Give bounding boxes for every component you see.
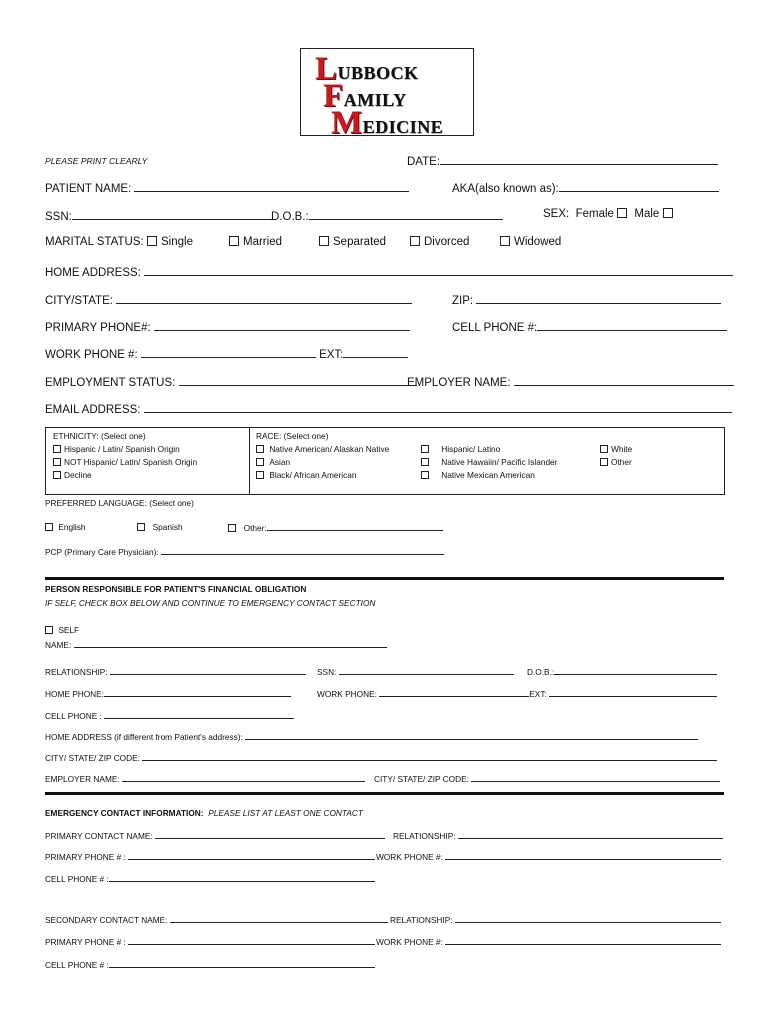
emergency-subtitle: PLEASE LIST AT LEAST ONE CONTACT	[208, 808, 363, 818]
race-native-american-checkbox[interactable]	[256, 445, 264, 453]
primary-contact-phone-label: PRIMARY PHONE # :	[45, 852, 126, 862]
aka-field[interactable]	[452, 180, 719, 195]
employment-status-field[interactable]	[45, 374, 417, 389]
divorced-checkbox[interactable]	[410, 236, 420, 246]
secondary-contact-name-field[interactable]	[45, 914, 388, 925]
emergency-section-rule	[45, 792, 724, 795]
primary-contact-phone-field[interactable]	[45, 851, 375, 862]
secondary-contact-work-phone-label: WORK PHONE #:	[376, 937, 443, 947]
logo-line-3: MEDICINE	[331, 105, 444, 141]
language-english[interactable]: English	[45, 522, 86, 532]
race-option-black[interactable]: Black/ African American	[256, 470, 356, 480]
race-hawaiian-checkbox[interactable]	[421, 458, 429, 466]
patient-name-field[interactable]	[45, 180, 409, 195]
race-option-hispanic-latino[interactable]: Hispanic/ Latino	[421, 444, 500, 454]
city-state-field[interactable]	[45, 292, 412, 307]
married-checkbox[interactable]	[229, 236, 239, 246]
secondary-contact-relationship-label: RELATIONSHIP:	[390, 915, 453, 925]
employer-name-label: EMPLOYER NAME:	[407, 377, 511, 389]
pcp-label: PCP (Primary Care Physician):	[45, 547, 159, 557]
email-label: EMAIL ADDRESS:	[45, 404, 141, 416]
secondary-contact-phone-label: PRIMARY PHONE # :	[45, 937, 126, 947]
secondary-contact-cell-label: CELL PHONE # :	[45, 960, 109, 970]
race-option-other[interactable]: Other	[600, 457, 632, 467]
emergency-title: EMERGENCY CONTACT INFORMATION:	[45, 808, 204, 818]
email-field[interactable]	[45, 401, 732, 416]
marital-separated[interactable]: Separated	[319, 236, 386, 248]
ssn-field[interactable]	[45, 208, 272, 223]
logo-line-2: FAMILY	[323, 78, 407, 114]
primary-phone-field[interactable]	[45, 319, 410, 334]
responsible-employer-city-label: CITY/ STATE/ ZIP CODE:	[374, 774, 469, 784]
sex-male-checkbox[interactable]	[663, 208, 673, 218]
responsible-city-state-zip-label: CITY/ STATE/ ZIP CODE:	[45, 753, 140, 763]
financial-title: PERSON RESPONSIBLE FOR PATIENT'S FINANCIAL OBLIGATION	[45, 584, 307, 594]
widowed-checkbox[interactable]	[500, 236, 510, 246]
primary-contact-work-phone-field[interactable]	[376, 851, 721, 862]
marital-divorced[interactable]: Divorced	[410, 236, 469, 248]
sex-field	[543, 208, 677, 220]
date-field[interactable]	[407, 153, 718, 168]
single-checkbox[interactable]	[147, 236, 157, 246]
demographics-divider	[249, 427, 250, 495]
responsible-dob-label: D.O.B.:	[527, 667, 555, 677]
race-white-checkbox[interactable]	[600, 445, 608, 453]
responsible-work-phone-field[interactable]	[317, 688, 717, 699]
ssn-label: SSN:	[45, 211, 72, 223]
responsible-cell-phone-field[interactable]	[45, 710, 294, 721]
responsible-ssn-field[interactable]	[317, 666, 514, 677]
responsible-employer-city-field[interactable]	[374, 773, 720, 784]
race-option-white[interactable]: White	[600, 444, 632, 454]
secondary-contact-relationship-field[interactable]	[390, 914, 721, 925]
race-mexican-checkbox[interactable]	[421, 471, 429, 479]
zip-label: ZIP:	[452, 295, 474, 307]
separated-checkbox[interactable]	[319, 236, 329, 246]
practice-logo	[300, 48, 474, 141]
language-english-checkbox[interactable]	[45, 523, 53, 531]
dob-label: D.O.B.:	[271, 211, 309, 223]
ethnicity-option-decline[interactable]: Decline	[53, 470, 92, 480]
home-address-label: HOME ADDRESS:	[45, 267, 141, 279]
responsible-name-field[interactable]	[45, 639, 387, 650]
responsible-relationship-field[interactable]	[45, 666, 306, 677]
language-spanish[interactable]: Spanish	[137, 522, 183, 532]
primary-contact-relationship-field[interactable]	[393, 830, 723, 841]
ethnicity-title: ETHNICITY: (Select one)	[53, 431, 146, 441]
responsible-employer-name-label: EMPLOYER NAME:	[45, 774, 120, 784]
sex-female-label: Female	[575, 208, 614, 220]
responsible-work-phone-label: WORK PHONE:	[317, 689, 377, 699]
logo-line-1: LUBBOCK	[315, 51, 419, 87]
race-other-checkbox[interactable]	[600, 458, 608, 466]
language-other-checkbox[interactable]	[228, 524, 236, 532]
secondary-contact-name-label: SECONDARY CONTACT NAME:	[45, 915, 168, 925]
cell-phone-label: CELL PHONE #:	[452, 322, 538, 334]
print-clearly-note: PLEASE PRINT CLEARLY	[45, 156, 148, 166]
ethnicity-not-hispanic-checkbox[interactable]	[53, 458, 61, 466]
sex-label: SEX:	[543, 208, 570, 220]
race-black-checkbox[interactable]	[256, 471, 264, 479]
race-hispanic-checkbox[interactable]	[421, 445, 429, 453]
responsible-home-phone-field[interactable]	[45, 688, 291, 699]
race-asian-checkbox[interactable]	[256, 458, 264, 466]
work-phone-label: WORK PHONE #:	[45, 349, 138, 361]
ext-label: EXT:	[319, 349, 344, 361]
ethnicity-option-not-hispanic[interactable]: NOT Hispanic/ Latin/ Spanish Origin	[53, 457, 197, 467]
ethnicity-decline-checkbox[interactable]	[53, 471, 61, 479]
primary-contact-name-label: PRIMARY CONTACT NAME:	[45, 831, 153, 841]
responsible-ssn-label: SSN:	[317, 667, 337, 677]
language-other[interactable]: Other:	[228, 522, 443, 533]
race-option-asian[interactable]: Asian	[256, 457, 290, 467]
zip-field[interactable]	[452, 292, 721, 307]
language-title: PREFERRED LANGUAGE: (Select one)	[45, 498, 194, 508]
work-phone-field[interactable]	[45, 346, 408, 361]
dob-field[interactable]	[271, 208, 503, 223]
responsible-city-state-zip-field[interactable]	[45, 752, 717, 763]
sex-male-label: Male	[634, 208, 660, 220]
patient-name-label: PATIENT NAME:	[45, 183, 132, 195]
marital-single[interactable]: Single	[147, 236, 193, 248]
race-title: RACE: (Select one)	[256, 431, 329, 441]
aka-label: AKA(also known as):	[452, 183, 559, 195]
secondary-contact-cell-field[interactable]	[45, 959, 375, 970]
responsible-home-phone-label: HOME PHONE:	[45, 689, 105, 699]
primary-phone-label: PRIMARY PHONE#:	[45, 322, 151, 334]
primary-contact-relationship-label: RELATIONSHIP:	[393, 831, 456, 841]
pcp-field[interactable]	[45, 546, 444, 557]
responsible-dob-field[interactable]	[527, 666, 717, 677]
responsible-name-label: NAME:	[45, 640, 72, 650]
marital-married[interactable]: Married	[229, 236, 282, 248]
primary-contact-name-field[interactable]	[45, 830, 385, 841]
responsible-relationship-label: RELATIONSHIP:	[45, 667, 108, 677]
marital-widowed[interactable]: Widowed	[500, 236, 561, 248]
financial-section-rule	[45, 577, 724, 580]
cell-phone-field[interactable]	[452, 319, 727, 334]
responsible-employer-name-field[interactable]	[45, 773, 365, 784]
city-state-label: CITY/STATE:	[45, 295, 113, 307]
responsible-ext-label: EXT:	[529, 689, 547, 699]
emergency-heading	[45, 808, 363, 818]
race-option-native-american[interactable]: Native American/ Alaskan Native	[256, 444, 389, 454]
primary-contact-cell-field[interactable]	[45, 873, 375, 884]
ethnicity-option-hispanic[interactable]: Hispanic / Latin/ Spanish Origin	[53, 444, 180, 454]
primary-contact-cell-label: CELL PHONE # :	[45, 874, 109, 884]
employer-name-field[interactable]	[407, 374, 734, 389]
responsible-cell-phone-label: CELL PHONE :	[45, 711, 102, 721]
financial-subtitle: IF SELF, CHECK BOX BELOW AND CONTINUE TO EMERGENCY CONTACT SECTION	[45, 598, 376, 608]
secondary-contact-work-phone-field[interactable]	[376, 936, 721, 947]
marital-status-label: MARITAL STATUS:	[45, 236, 144, 248]
sex-female-checkbox[interactable]	[617, 208, 627, 218]
self-option[interactable]: SELF	[45, 625, 79, 635]
language-spanish-checkbox[interactable]	[137, 523, 145, 531]
home-address-field[interactable]	[45, 264, 733, 279]
employment-status-label: EMPLOYMENT STATUS:	[45, 377, 176, 389]
responsible-home-address-label: HOME ADDRESS (if different from Patient's address):	[45, 732, 243, 742]
responsible-home-address-field[interactable]	[45, 731, 698, 742]
primary-contact-work-phone-label: WORK PHONE #:	[376, 852, 443, 862]
secondary-contact-phone-field[interactable]	[45, 936, 375, 947]
date-label: DATE:	[407, 156, 441, 168]
race-option-mexican-american[interactable]: Native Mexican American	[421, 470, 535, 480]
ethnicity-hispanic-checkbox[interactable]	[53, 445, 61, 453]
self-checkbox[interactable]	[45, 626, 53, 634]
race-option-hawaiian[interactable]: Native Hawaiin/ Pacific Islander	[421, 457, 557, 467]
